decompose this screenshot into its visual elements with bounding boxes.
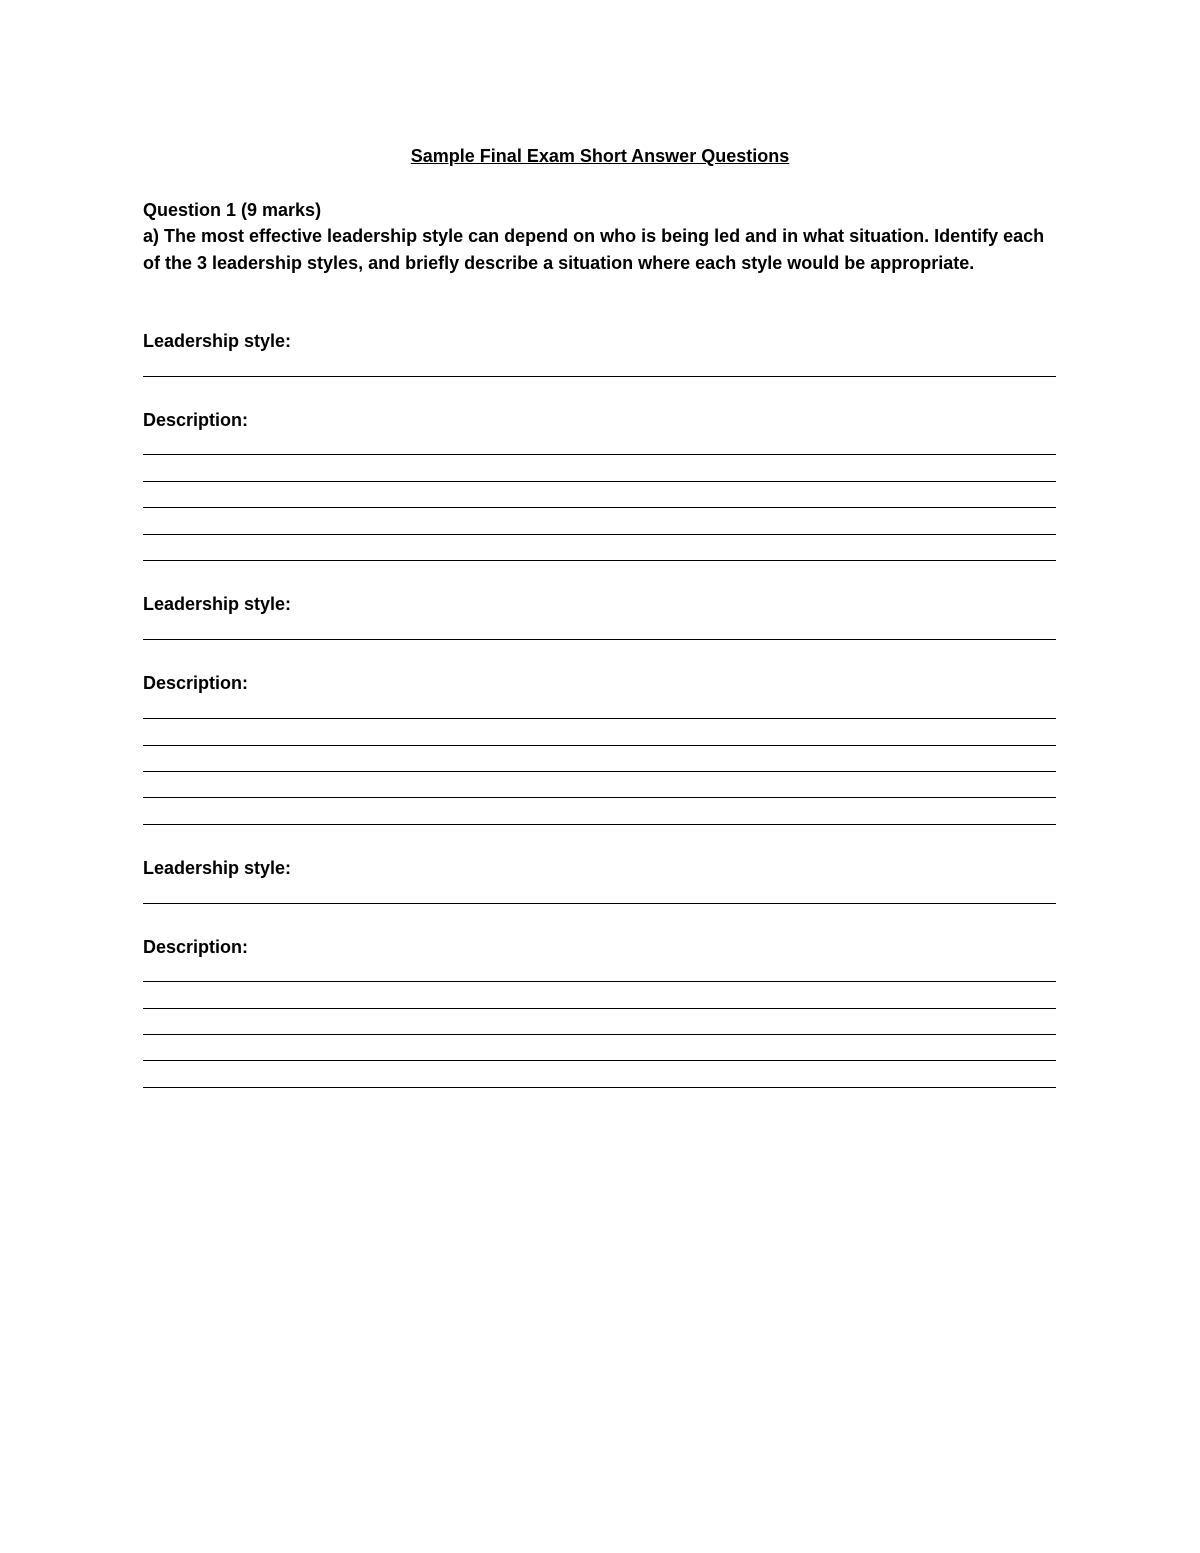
question-heading: Question 1 (9 marks) bbox=[143, 200, 322, 220]
leadership-style-label-1: Leadership style: bbox=[143, 331, 292, 351]
leadership-style-label-3: Leadership style: bbox=[143, 858, 292, 878]
answer-line-desc-3-3[interactable] bbox=[143, 1034, 1056, 1035]
answer-line-desc-3-4[interactable] bbox=[143, 1060, 1056, 1061]
description-label-1: Description: bbox=[143, 410, 249, 430]
answer-line-desc-3-2[interactable] bbox=[143, 1008, 1056, 1009]
answer-line-desc-2-1[interactable] bbox=[143, 718, 1056, 719]
answer-line-desc-2-5[interactable] bbox=[143, 824, 1056, 825]
answer-line-style-3[interactable] bbox=[143, 903, 1056, 904]
answer-line-desc-1-5[interactable] bbox=[143, 560, 1056, 561]
answer-line-desc-3-5[interactable] bbox=[143, 1087, 1056, 1088]
leadership-style-label-2: Leadership style: bbox=[143, 594, 292, 614]
answer-line-desc-1-1[interactable] bbox=[143, 454, 1056, 455]
description-label-2: Description: bbox=[143, 673, 249, 693]
answer-line-desc-1-2[interactable] bbox=[143, 481, 1056, 482]
answer-line-desc-1-3[interactable] bbox=[143, 507, 1056, 508]
question-prompt: a) The most effective leadership style can depend on who is being led and in what situation. Identify each of the 3 leadership styles, and briefly describe a situation where each style would be appropriate. bbox=[143, 226, 1045, 273]
answer-line-style-2[interactable] bbox=[143, 639, 1056, 640]
answer-line-style-1[interactable] bbox=[143, 376, 1056, 377]
answer-line-desc-2-3[interactable] bbox=[143, 771, 1056, 772]
page-title: Sample Final Exam Short Answer Questions bbox=[410, 146, 790, 166]
answer-line-desc-3-1[interactable] bbox=[143, 981, 1056, 982]
description-label-3: Description: bbox=[143, 937, 249, 957]
answer-line-desc-2-2[interactable] bbox=[143, 745, 1056, 746]
answer-line-desc-1-4[interactable] bbox=[143, 534, 1056, 535]
answer-line-desc-2-4[interactable] bbox=[143, 797, 1056, 798]
